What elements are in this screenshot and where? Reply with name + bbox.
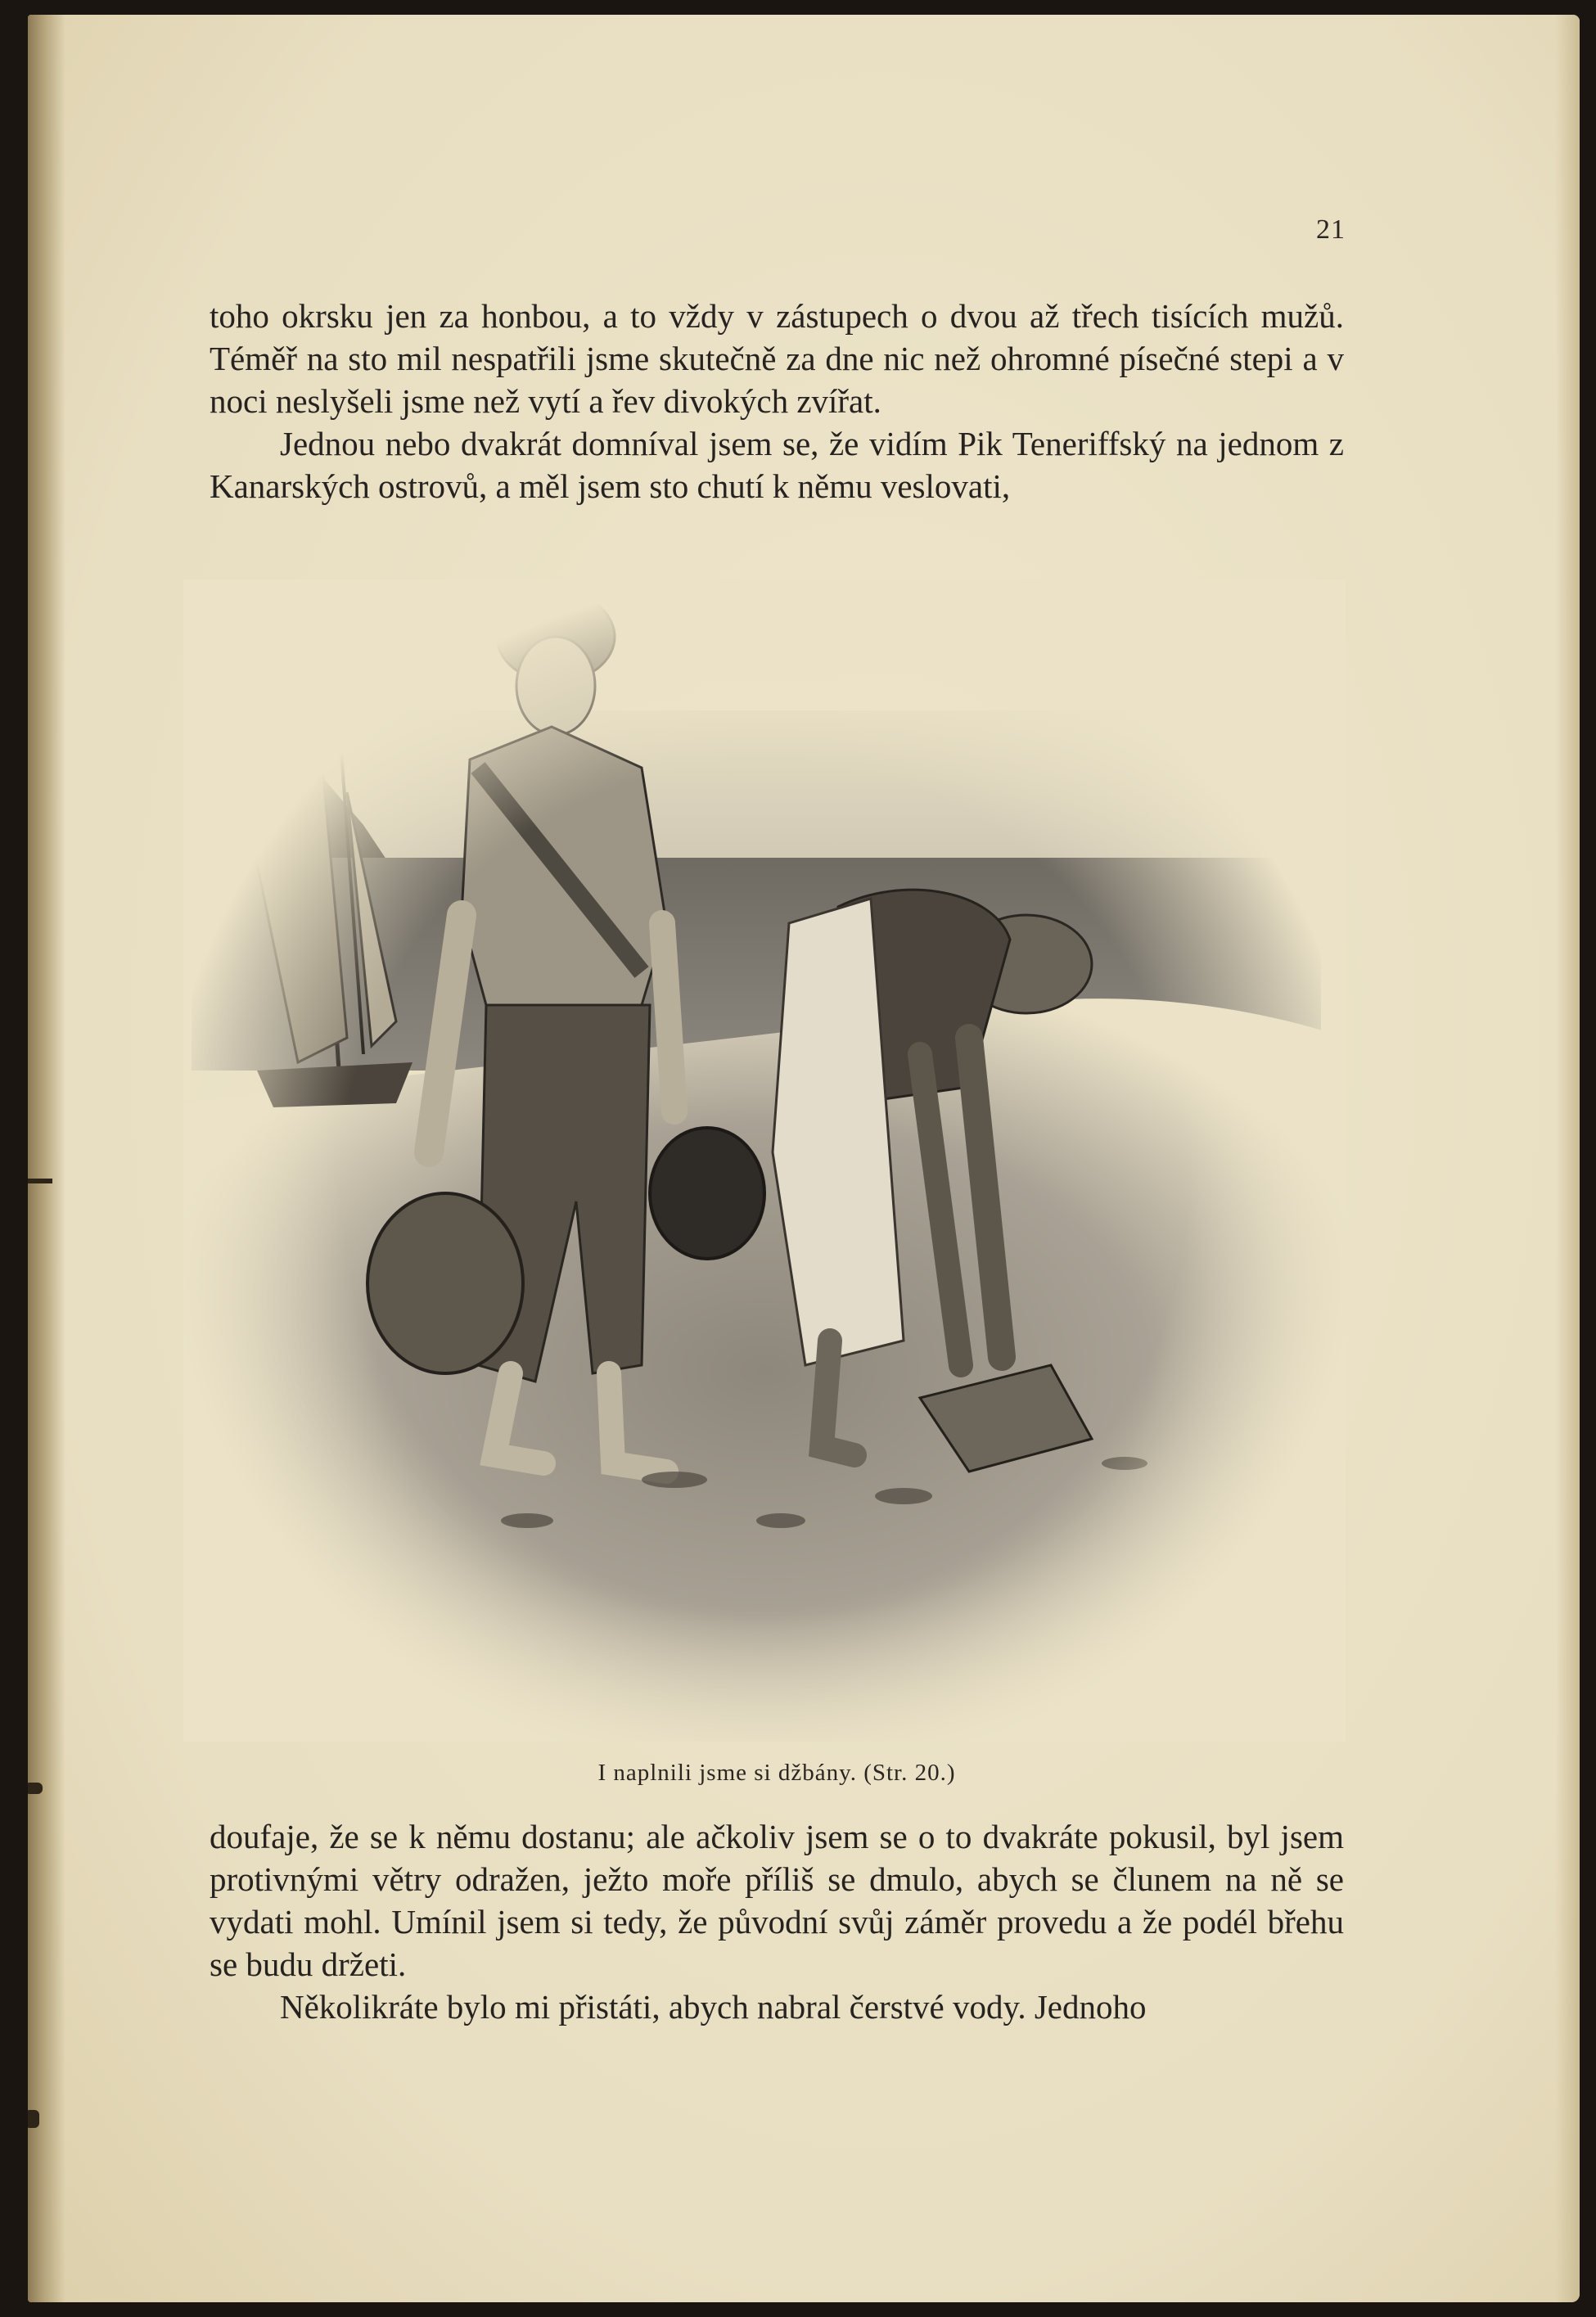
paragraph: doufaje, že se k němu dostanu; ale ačkoliv jsem se o to dvakráte pokusil, byl jsem protivnými větry odražen, ježto moře příliš se dmulo, abych se člunem na ně se vydati mohl. Umínil jsem si tedy, že původní svůj záměr provedu a že podél břehu se budu držeti. [210, 1818, 1344, 1983]
engraving-illustration-icon [183, 579, 1346, 1742]
margin-mark [28, 1179, 52, 1183]
spine-shadow [28, 15, 65, 2302]
page-edge-shadow [1555, 15, 1580, 2302]
body-text-top [210, 295, 1344, 507]
margin-mark [28, 1783, 43, 1794]
paragraph: Jednou nebo dvakrát domníval jsem se, že vidím Pik Teneriffský na jednom z Kanarských ostrovů, a měl jsem sto chutí k němu veslovati, [210, 425, 1344, 505]
vignette [183, 579, 1346, 1742]
paragraph: Několikráte bylo mi přistáti, abych nabral čerstvé vody. Jednoho [280, 1988, 1147, 2026]
paragraph: toho okrsku jen za honbou, a to vždy v zástupech o dvou až třech tisících mužů. Téměř na sto mil nespatřili jsme skutečně za dne nic než ohromné písečné stepi a v noci neslyšeli jsme než vytí a řev divokých zvířat. [210, 297, 1344, 420]
margin-mark [28, 2110, 39, 2128]
body-text-bottom [210, 1815, 1344, 2028]
page-number: 21 [1316, 214, 1346, 245]
illustration-caption: I naplnili jsme si džbány. (Str. 20.) [597, 1760, 956, 1786]
book-page [28, 15, 1580, 2302]
